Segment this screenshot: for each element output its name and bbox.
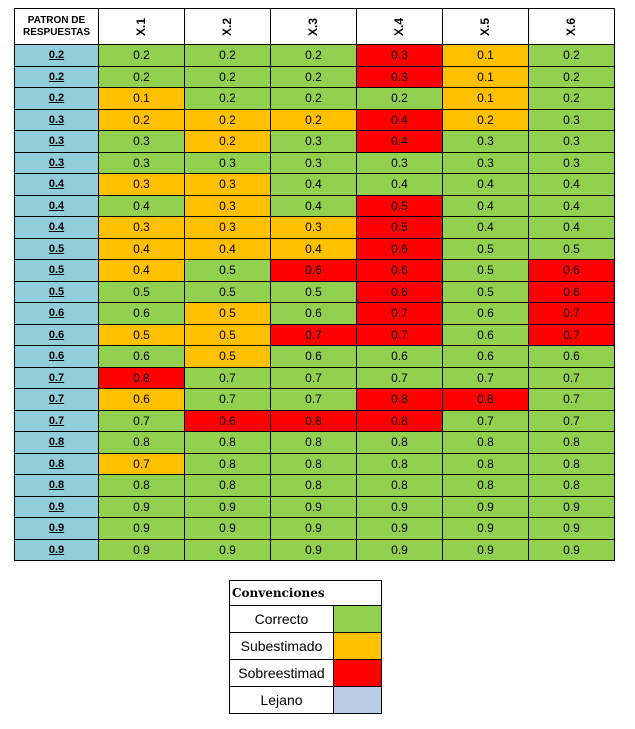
legend-item (230, 660, 382, 687)
value-cell: 0.3 (271, 131, 357, 153)
legend-label: Lejano (230, 687, 334, 714)
value-cell: 0.2 (271, 88, 357, 110)
value-cell: 0.6 (357, 238, 443, 260)
table-row (15, 131, 615, 153)
value-cell: 0.5 (357, 195, 443, 217)
value-cell: 0.6 (357, 260, 443, 282)
value-cell: 0.7 (529, 389, 615, 411)
pattern-cell: 0.4 (15, 195, 99, 217)
value-cell: 0.3 (271, 152, 357, 174)
value-cell: 0.4 (357, 131, 443, 153)
table-body (15, 45, 615, 561)
legend-swatch (334, 687, 382, 714)
value-cell: 0.1 (443, 88, 529, 110)
value-cell: 0.1 (443, 66, 529, 88)
value-cell: 0.8 (99, 432, 185, 454)
value-cell: 0.8 (99, 475, 185, 497)
pattern-cell: 0.2 (15, 66, 99, 88)
value-cell: 0.9 (357, 496, 443, 518)
value-cell: 0.4 (271, 238, 357, 260)
value-cell: 0.2 (185, 131, 271, 153)
table-row (15, 260, 615, 282)
table-row (15, 238, 615, 260)
value-cell: 0.4 (443, 195, 529, 217)
value-cell: 0.3 (99, 174, 185, 196)
value-cell: 0.5 (99, 324, 185, 346)
value-cell: 0.7 (357, 303, 443, 325)
value-cell: 0.5 (185, 260, 271, 282)
legend-title: Convenciones (230, 581, 334, 606)
legend-label: Sobreestimad (230, 660, 334, 687)
value-cell: 0.8 (185, 453, 271, 475)
table-row (15, 518, 615, 540)
value-cell: 0.5 (271, 281, 357, 303)
value-cell: 0.8 (443, 432, 529, 454)
pattern-cell: 0.8 (15, 432, 99, 454)
value-cell: 0.9 (443, 496, 529, 518)
value-cell: 0.2 (357, 88, 443, 110)
value-cell: 0.5 (185, 346, 271, 368)
value-cell: 0.7 (357, 367, 443, 389)
value-cell: 0.2 (185, 45, 271, 67)
value-cell: 0.7 (529, 303, 615, 325)
table-row (15, 174, 615, 196)
value-cell: 0.3 (529, 131, 615, 153)
legend-label: Subestimado (230, 633, 334, 660)
value-cell: 0.6 (443, 303, 529, 325)
value-cell: 0.8 (185, 432, 271, 454)
pattern-cell: 0.6 (15, 324, 99, 346)
value-cell: 0.6 (529, 281, 615, 303)
pattern-cell: 0.6 (15, 346, 99, 368)
legend-swatch (334, 606, 382, 633)
pattern-cell: 0.5 (15, 260, 99, 282)
value-cell: 0.3 (529, 109, 615, 131)
value-cell: 0.8 (529, 432, 615, 454)
value-cell: 0.4 (271, 195, 357, 217)
pattern-cell: 0.7 (15, 367, 99, 389)
table-row (15, 346, 615, 368)
value-cell: 0.4 (357, 174, 443, 196)
value-cell: 0.9 (443, 518, 529, 540)
value-cell: 0.8 (357, 410, 443, 432)
value-cell: 0.4 (529, 195, 615, 217)
value-cell: 0.3 (185, 195, 271, 217)
legend-swatch (334, 660, 382, 687)
value-cell: 0.9 (443, 539, 529, 561)
value-cell: 0.6 (529, 260, 615, 282)
value-cell: 0.2 (529, 88, 615, 110)
value-cell: 0.2 (529, 45, 615, 67)
value-cell: 0.3 (99, 131, 185, 153)
value-cell: 0.8 (271, 475, 357, 497)
pattern-cell: 0.5 (15, 238, 99, 260)
value-cell: 0.6 (443, 346, 529, 368)
table-row (15, 303, 615, 325)
value-cell: 0.4 (271, 174, 357, 196)
value-cell: 0.7 (529, 324, 615, 346)
legend-title-blank (334, 581, 382, 606)
value-cell: 0.8 (271, 410, 357, 432)
value-cell: 0.4 (185, 238, 271, 260)
value-cell: 0.5 (443, 260, 529, 282)
value-cell: 0.4 (99, 195, 185, 217)
value-cell: 0.7 (271, 389, 357, 411)
value-cell: 0.9 (271, 518, 357, 540)
value-cell: 0.8 (443, 453, 529, 475)
pattern-header-line2: RESPUESTAS (22, 26, 91, 38)
table-row (15, 88, 615, 110)
value-cell: 0.9 (99, 496, 185, 518)
value-cell: 0.7 (185, 367, 271, 389)
value-cell: 0.8 (99, 367, 185, 389)
value-cell: 0.5 (185, 303, 271, 325)
pattern-cell: 0.7 (15, 410, 99, 432)
value-cell: 0.8 (529, 475, 615, 497)
pattern-cell: 0.8 (15, 475, 99, 497)
value-cell: 0.6 (271, 303, 357, 325)
value-cell: 0.3 (185, 174, 271, 196)
pattern-header (15, 9, 99, 45)
pattern-cell: 0.2 (15, 45, 99, 67)
value-cell: 0.8 (271, 453, 357, 475)
value-cell: 0.5 (185, 324, 271, 346)
table-row (15, 109, 615, 131)
pattern-cell: 0.9 (15, 496, 99, 518)
value-cell: 0.8 (185, 475, 271, 497)
value-cell: 0.9 (271, 496, 357, 518)
table-row (15, 496, 615, 518)
value-cell: 0.3 (99, 217, 185, 239)
value-cell: 0.3 (357, 66, 443, 88)
value-cell: 0.4 (99, 260, 185, 282)
value-cell: 0.2 (271, 45, 357, 67)
column-header: X.6 (529, 9, 615, 45)
legend-item (230, 687, 382, 714)
value-cell: 0.3 (271, 217, 357, 239)
value-cell: 0.9 (529, 539, 615, 561)
pattern-cell: 0.3 (15, 109, 99, 131)
value-cell: 0.8 (443, 475, 529, 497)
value-cell: 0.2 (443, 109, 529, 131)
value-cell: 0.2 (529, 66, 615, 88)
value-cell: 0.6 (185, 410, 271, 432)
pattern-header-line1: PATRON DE (27, 14, 86, 26)
value-cell: 0.2 (99, 66, 185, 88)
value-cell: 0.3 (357, 152, 443, 174)
legend-label: Correcto (230, 606, 334, 633)
legend-body (230, 581, 382, 714)
value-cell: 0.3 (443, 152, 529, 174)
legend-title-row (230, 581, 382, 606)
legend-item (230, 606, 382, 633)
value-cell: 0.6 (99, 303, 185, 325)
value-cell: 0.6 (357, 346, 443, 368)
value-cell: 0.6 (99, 346, 185, 368)
value-cell: 0.9 (99, 518, 185, 540)
value-cell: 0.4 (99, 238, 185, 260)
table-row (15, 539, 615, 561)
value-cell: 0.7 (99, 453, 185, 475)
value-cell: 0.2 (99, 109, 185, 131)
column-header: X.2 (185, 9, 271, 45)
value-cell: 0.7 (529, 410, 615, 432)
value-cell: 0.5 (529, 238, 615, 260)
value-cell: 0.2 (185, 66, 271, 88)
pattern-cell: 0.4 (15, 217, 99, 239)
table-row (15, 45, 615, 67)
value-cell: 0.5 (443, 281, 529, 303)
pattern-cell: 0.9 (15, 539, 99, 561)
value-cell: 0.6 (271, 260, 357, 282)
value-cell: 0.9 (271, 539, 357, 561)
table-row (15, 66, 615, 88)
column-header: X.5 (443, 9, 529, 45)
legend-table (229, 580, 382, 714)
column-header: X.3 (271, 9, 357, 45)
table-row (15, 152, 615, 174)
value-cell: 0.1 (443, 45, 529, 67)
results-table (14, 8, 615, 561)
value-cell: 0.6 (99, 389, 185, 411)
value-cell: 0.5 (99, 281, 185, 303)
pattern-cell: 0.6 (15, 303, 99, 325)
value-cell: 0.3 (357, 45, 443, 67)
table-row (15, 324, 615, 346)
value-cell: 0.9 (357, 539, 443, 561)
pattern-cell: 0.3 (15, 131, 99, 153)
table-row (15, 217, 615, 239)
value-cell: 0.7 (185, 389, 271, 411)
column-header: X.1 (99, 9, 185, 45)
value-cell: 0.4 (443, 174, 529, 196)
value-cell: 0.9 (185, 539, 271, 561)
value-cell: 0.9 (529, 518, 615, 540)
value-cell: 0.2 (185, 88, 271, 110)
value-cell: 0.2 (185, 109, 271, 131)
pattern-cell: 0.4 (15, 174, 99, 196)
value-cell: 0.6 (271, 346, 357, 368)
value-cell: 0.6 (443, 324, 529, 346)
table-row (15, 453, 615, 475)
value-cell: 0.9 (185, 496, 271, 518)
table-row (15, 389, 615, 411)
value-cell: 0.3 (443, 131, 529, 153)
value-cell: 0.7 (443, 367, 529, 389)
value-cell: 0.7 (271, 324, 357, 346)
value-cell: 0.8 (443, 389, 529, 411)
value-cell: 0.3 (529, 152, 615, 174)
pattern-cell: 0.9 (15, 518, 99, 540)
pattern-cell: 0.8 (15, 453, 99, 475)
value-cell: 0.8 (529, 453, 615, 475)
table-row (15, 475, 615, 497)
value-cell: 0.8 (271, 432, 357, 454)
table-row (15, 432, 615, 454)
value-cell: 0.5 (185, 281, 271, 303)
value-cell: 0.3 (99, 152, 185, 174)
pattern-cell: 0.7 (15, 389, 99, 411)
value-cell: 0.8 (357, 453, 443, 475)
value-cell: 0.1 (99, 88, 185, 110)
value-cell: 0.2 (271, 66, 357, 88)
value-cell: 0.7 (99, 410, 185, 432)
value-cell: 0.3 (185, 152, 271, 174)
value-cell: 0.4 (443, 217, 529, 239)
legend-item (230, 633, 382, 660)
value-cell: 0.6 (529, 346, 615, 368)
value-cell: 0.7 (357, 324, 443, 346)
value-cell: 0.4 (529, 174, 615, 196)
value-cell: 0.3 (185, 217, 271, 239)
pattern-cell: 0.5 (15, 281, 99, 303)
column-header: X.4 (357, 9, 443, 45)
value-cell: 0.5 (443, 238, 529, 260)
value-cell: 0.9 (99, 539, 185, 561)
value-cell: 0.2 (99, 45, 185, 67)
value-cell: 0.7 (271, 367, 357, 389)
value-cell: 0.9 (529, 496, 615, 518)
value-cell: 0.9 (357, 518, 443, 540)
value-cell: 0.7 (529, 367, 615, 389)
table-row (15, 195, 615, 217)
value-cell: 0.4 (529, 217, 615, 239)
value-cell: 0.2 (271, 109, 357, 131)
header-row (15, 9, 615, 45)
pattern-cell: 0.3 (15, 152, 99, 174)
value-cell: 0.4 (357, 109, 443, 131)
value-cell: 0.5 (357, 217, 443, 239)
value-cell: 0.9 (185, 518, 271, 540)
value-cell: 0.8 (357, 432, 443, 454)
value-cell: 0.6 (357, 281, 443, 303)
value-cell: 0.8 (357, 389, 443, 411)
value-cell: 0.8 (357, 475, 443, 497)
value-cell: 0.7 (443, 410, 529, 432)
pattern-cell: 0.2 (15, 88, 99, 110)
table-row (15, 281, 615, 303)
table-row (15, 410, 615, 432)
table-row (15, 367, 615, 389)
legend-swatch (334, 633, 382, 660)
